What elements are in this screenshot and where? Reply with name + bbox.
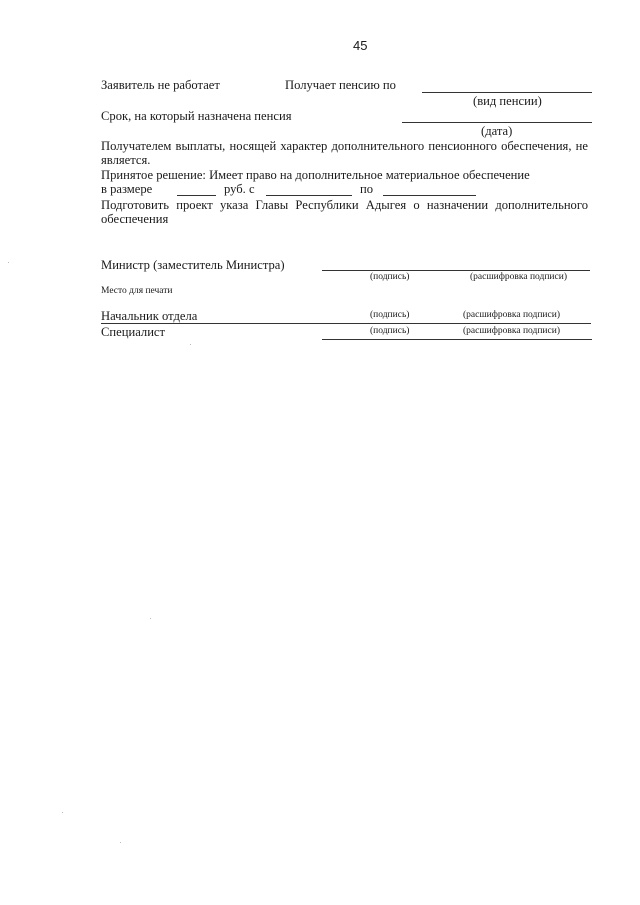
pension-term-date-line (402, 122, 592, 123)
stamp-place-label: Место для печати (101, 286, 173, 296)
scan-speck (150, 618, 151, 619)
head-of-department-underline (101, 323, 591, 324)
prepare-statement: Подготовить проект указа Главы Республики Адыгея о назначении дополнительного обеспечения (101, 198, 588, 226)
scan-speck (8, 262, 9, 263)
recipient-statement: Получателем выплаты, носящей характер дополнительного пенсионного обеспечения, не является. (101, 139, 588, 167)
page-number: 45 (353, 38, 368, 53)
applicant-not-working: Заявитель не работает (101, 78, 220, 92)
scan-speck (62, 812, 63, 813)
pension-term-date-caption: (дата) (481, 124, 513, 138)
minister-label: Министр (заместитель Министра) (101, 258, 285, 272)
specialist-decoding-caption: (расшифровка подписи) (463, 326, 560, 336)
scan-speck (190, 344, 191, 345)
amount-line (177, 195, 216, 196)
scan-speck (120, 842, 121, 843)
currency-from-label: руб. с (224, 182, 255, 196)
receives-pension-label: Получает пенсию по (285, 78, 396, 92)
pension-type-line (422, 92, 592, 93)
specialist-signature-caption: (подпись) (370, 326, 410, 336)
pension-type-caption: (вид пенсии) (473, 94, 542, 108)
minister-signature-line (322, 270, 590, 271)
specialist-label: Специалист (101, 325, 166, 339)
to-label: по (360, 182, 374, 196)
head-of-department-label: Начальник отдела (101, 309, 198, 323)
date-from-line (266, 195, 352, 196)
head-decoding-caption: (расшифровка подписи) (463, 310, 560, 320)
minister-signature-caption: (подпись) (370, 272, 410, 282)
head-signature-caption: (подпись) (370, 310, 410, 320)
pension-term-label: Срок, на который назначена пенсия (101, 109, 292, 123)
amount-label: в размере (101, 182, 153, 196)
decision-line: Принятое решение: Имеет право на дополнительное материальное обеспечение (101, 168, 530, 182)
minister-decoding-caption: (расшифровка подписи) (470, 272, 567, 282)
date-to-line (383, 195, 476, 196)
specialist-signature-line (322, 339, 592, 340)
